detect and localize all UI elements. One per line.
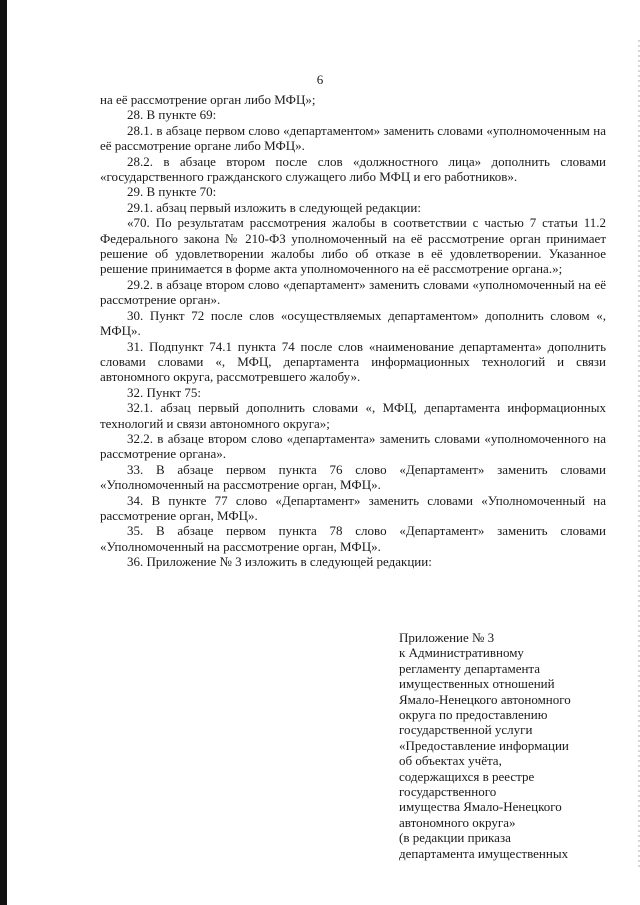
appendix-line: содержащихся в реестре: [399, 768, 535, 784]
appendix-line: к Административному: [399, 645, 524, 661]
paragraph-item-35: 35. В абзаце первом пункта 78 слово «Департамент» заменить словами «Уполномоченный на рассмотрение орган, МФЦ».: [100, 523, 606, 554]
paragraph-item-30: 30. Пункт 72 после слов «осуществляемых департаментом» дополнить словом «, МФЦ».: [100, 307, 606, 339]
appendix-line: округа по предоставлению: [399, 707, 548, 723]
paragraph-item-33: 33. В абзаце первом пункта 76 слово «Департамент» заменить словами «Уполномоченный на рассмотрение орган, МФЦ».: [100, 461, 606, 493]
paragraph-item-28-2: 28.2. в абзаце втором после слов «должностного лица» дополнить словами «государственного гражданского служащего либо МФЦ и его работников».: [100, 153, 606, 185]
document-body: [100, 92, 606, 570]
paragraph-item-29: 29. В пункте 70:: [127, 184, 217, 200]
appendix-line: Ямало-Ненецкого автономного: [399, 691, 571, 707]
paragraph-item-32-1: 32.1. абзац первый дополнить словами «, МФЦ, департамента информационных технологий и связи автономного округа»;: [100, 400, 606, 431]
paragraph-item-32: 32. Пункт 75:: [127, 384, 202, 400]
page-number: 6: [316, 72, 324, 87]
paragraph-item-34: 34. В пункте 77 слово «Департамент» заменить словами «Уполномоченный на рассмотрение орган, МФЦ».: [100, 492, 606, 523]
appendix-line: автономного округа»: [399, 814, 516, 830]
appendix-header-block: [399, 630, 599, 861]
appendix-line: имущественных отношений: [399, 676, 555, 692]
appendix-line: об объектах учёта,: [399, 753, 502, 769]
appendix-line: государственной услуги: [399, 722, 533, 738]
paragraph-item-31: 31. Подпункт 74.1 пункта 74 после слов «наименование департамента» дополнить словами словами «, МФЦ, департамента информационных технологий и связи автономного округа, рассмотревшего жалобу».: [100, 338, 606, 385]
appendix-line: Приложение № 3: [399, 630, 495, 645]
scan-border-left: [0, 0, 7, 905]
appendix-line: департамента имущественных: [399, 845, 569, 861]
paragraph-quoted-70: «70. По результатам рассмотрения жалобы в соответствии с частью 7 статьи 11.2 Федерального закона № 210-ФЗ уполномоченный на её рассмотрение орган принимает решение об удовлетворении жалобы либо об отказе в её удовлетворении. Указанное решение принимается в форме акта уполномоченного на её рассмотрение органа.»;: [100, 215, 606, 277]
paragraph-item-28: 28. В пункте 69:: [127, 107, 217, 123]
paragraph-item-36: 36. Приложение № 3 изложить в следующей редакции:: [127, 554, 432, 570]
appendix-line: «Предоставление информации: [399, 737, 569, 753]
paragraph-item-32-2: 32.2. в абзаце втором слово «департамента» заменить словами «уполномоченного на рассмотрение органа».: [100, 430, 606, 462]
paragraph-item-29-1: 29.1. абзац первый изложить в следующей редакции:: [127, 199, 421, 215]
paragraph-continuation: на её рассмотрение орган либо МФЦ»;: [100, 92, 316, 107]
appendix-line: регламенту департамента: [399, 660, 541, 676]
paragraph-item-29-2: 29.2. в абзаце втором слово «департамент» заменить словами «уполномоченный на её рассмотрение орган».: [100, 276, 606, 308]
appendix-line: имущества Ямало-Ненецкого: [399, 799, 562, 815]
appendix-line: государственного: [399, 784, 497, 800]
paragraph-item-28-1: 28.1. в абзаце первом слово «департаментом» заменить словами «уполномоченным на её рассмотрение органе либо МФЦ».: [100, 122, 606, 154]
appendix-line: (в редакции приказа: [399, 830, 511, 846]
